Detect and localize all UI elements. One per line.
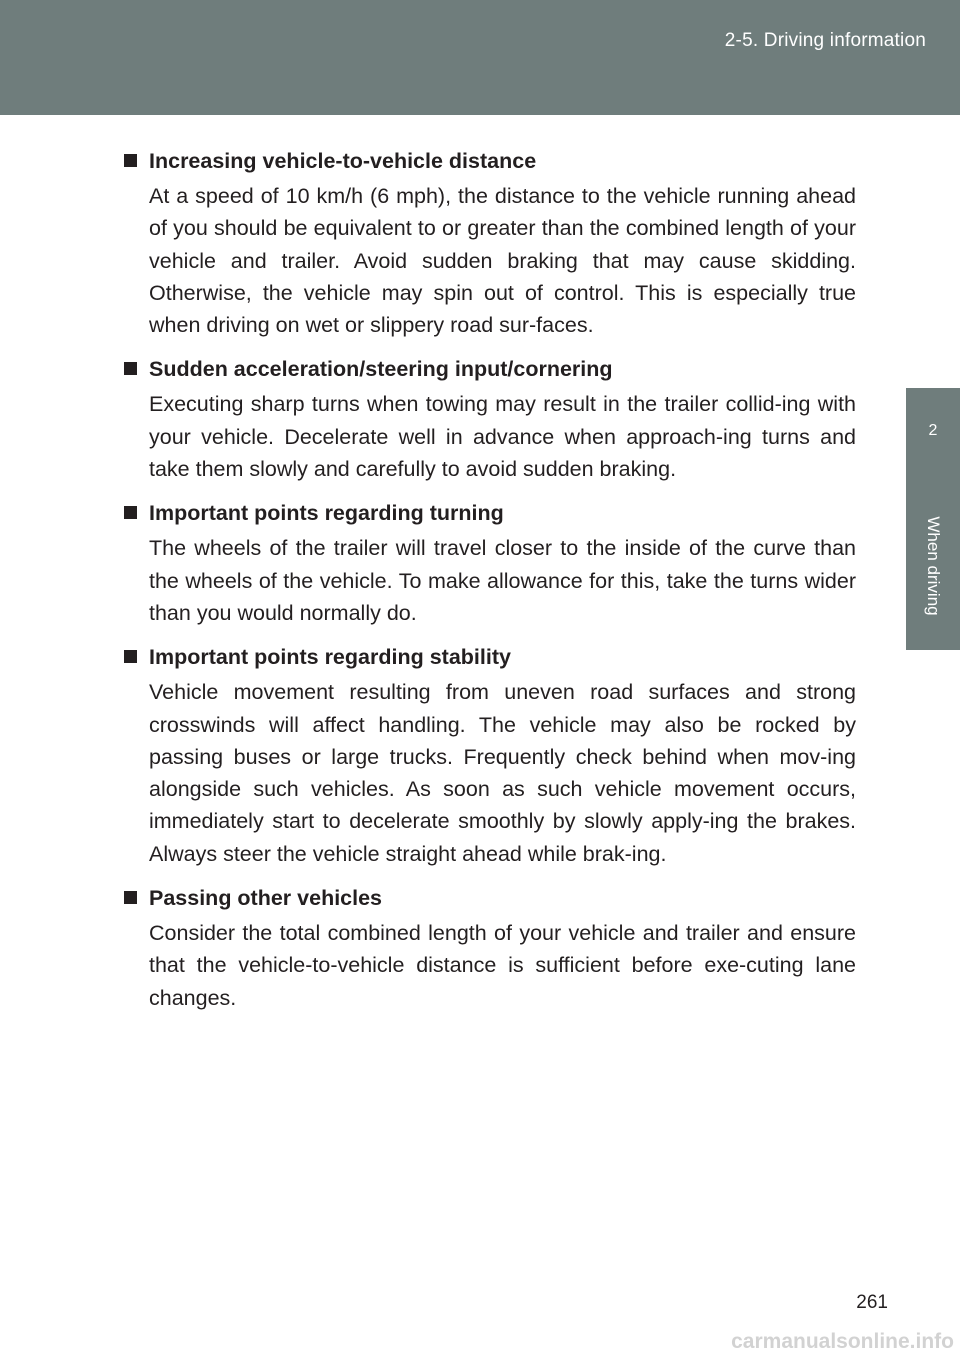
section-vehicle-distance	[124, 145, 856, 341]
section-heading-text: Important points regarding stability	[149, 645, 511, 670]
section-sudden-acceleration	[124, 353, 856, 485]
square-bullet-icon	[124, 891, 137, 904]
section-heading-text: Passing other vehicles	[149, 886, 383, 911]
section-turning	[124, 497, 856, 629]
section-stability	[124, 641, 856, 870]
page-content	[124, 145, 856, 1026]
page-number: 261	[856, 1292, 888, 1313]
section-heading-text: Sudden acceleration/steering input/cornering	[149, 357, 613, 382]
section-heading	[124, 145, 856, 178]
section-heading-text: Important points regarding turning	[149, 501, 504, 526]
section-passing	[124, 882, 856, 1014]
section-body: The wheels of the trailer will travel closer to the inside of the curve than the wheels of the vehicle. To make allowance for this, take the turns wider than you would normally do.	[149, 536, 856, 625]
section-heading-text: Increasing vehicle-to-vehicle distance	[149, 149, 537, 173]
page-header	[0, 0, 960, 115]
section-heading	[124, 497, 856, 530]
square-bullet-icon	[124, 506, 137, 519]
watermark: carmanualsonline.info	[731, 1330, 954, 1353]
chapter-label: When driving	[924, 516, 943, 616]
square-bullet-icon	[124, 650, 137, 663]
chapter-number: 2	[928, 422, 938, 439]
chapter-side-tab	[906, 388, 960, 650]
header-title: 2-5. Driving information	[724, 30, 926, 51]
section-heading	[124, 882, 856, 915]
section-heading	[124, 353, 856, 386]
section-body: Vehicle movement resulting from uneven road surfaces and strong crosswinds will affect handling. The vehicle may also be rocked by passing buses or large trucks. Frequently check behind when mov-ing alongside such vehicles. As soon as such vehicle movement occurs, immediately start to decelerate smoothly by slowly apply-ing the brakes. Always steer the vehicle straight ahead while brak-ing.	[149, 680, 856, 866]
section-body: Executing sharp turns when towing may result in the trailer collid-ing with your vehicle. Decelerate well in advance when approach-ing turns and take them slowly and carefully to avoid sudden braking.	[149, 392, 856, 482]
section-heading	[124, 641, 856, 674]
section-body: At a speed of 10 km/h (6 mph), the distance to the vehicle running ahead of you should be equivalent to or greater than the combined length of your vehicle and trailer. Avoid sudden braking that may cause skidding. Otherwise, the vehicle may spin out of control. This is especially true when driving on wet or slippery road sur-faces.	[149, 184, 856, 338]
section-body: Consider the total combined length of your vehicle and trailer and ensure that the vehicle-to-vehicle distance is sufficient before exe-cuting lane changes.	[149, 921, 856, 1010]
square-bullet-icon	[124, 362, 137, 375]
square-bullet-icon	[124, 154, 137, 167]
